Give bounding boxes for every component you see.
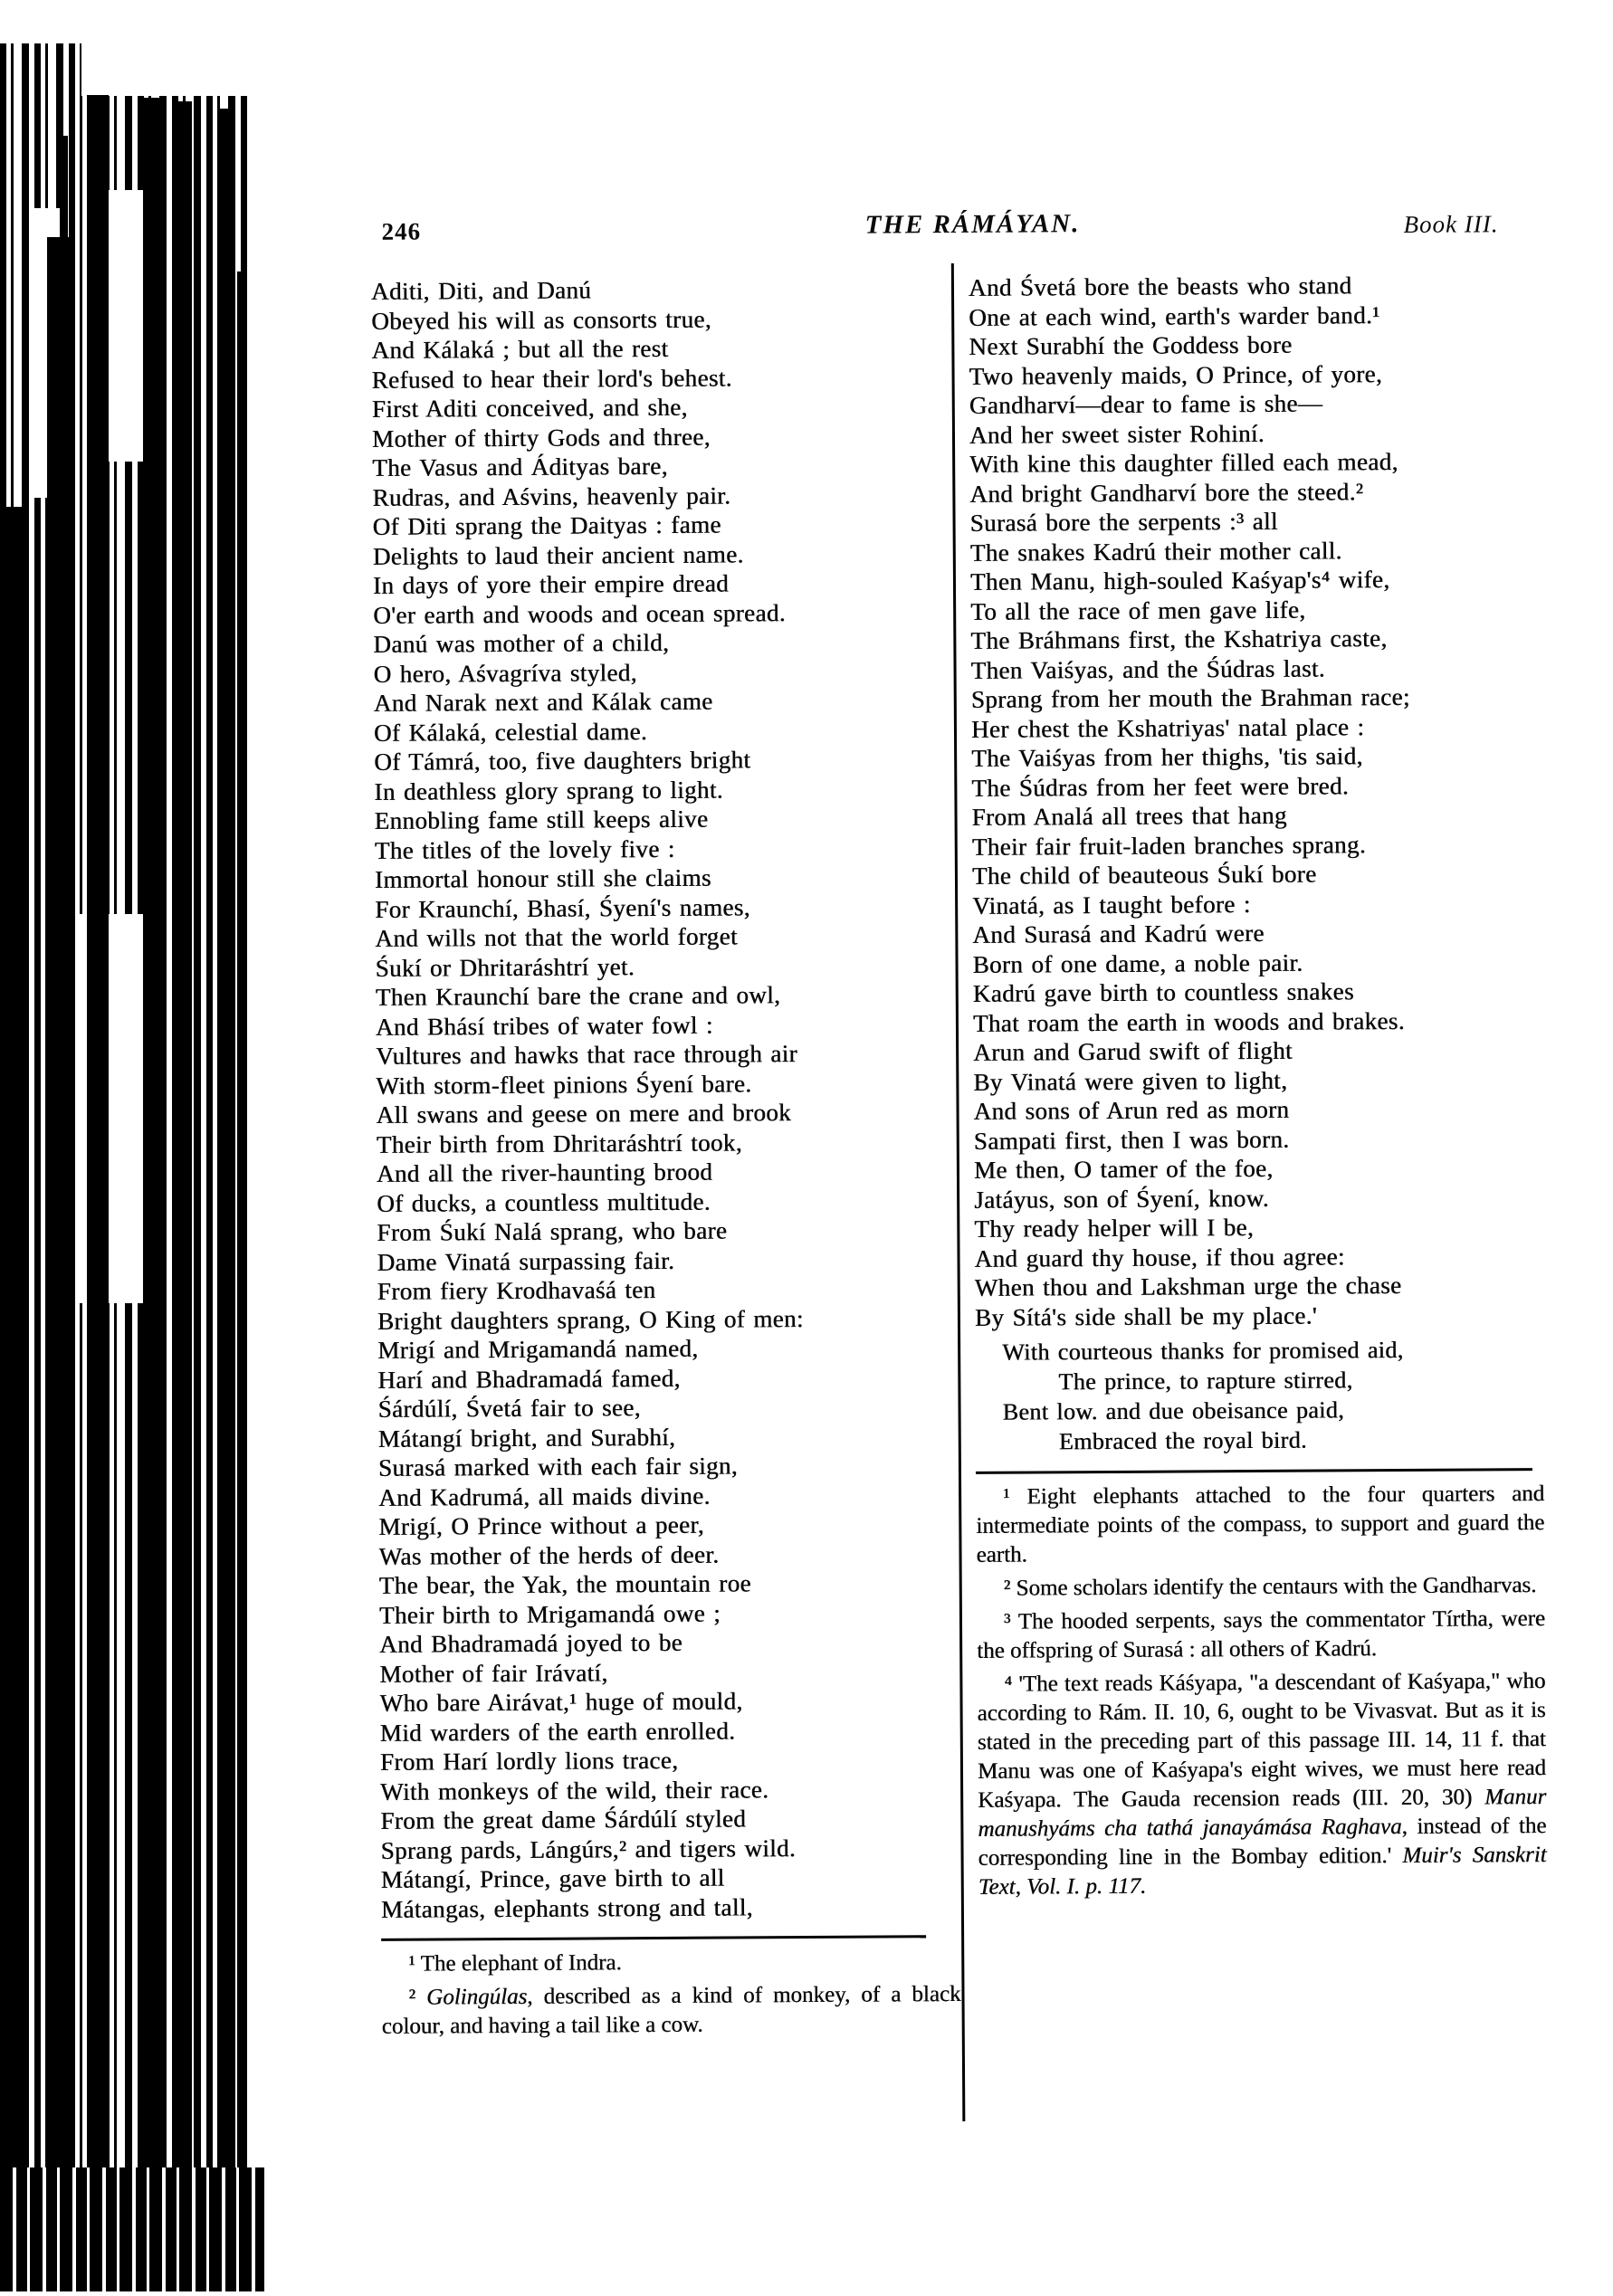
verse-line: Thy ready helper will I be, [974, 1213, 1255, 1243]
verse-line: From Harí lordly lions trace, [379, 1746, 679, 1776]
footnote-text: ² Some scholars identify the centaurs with the Gandharvas. [1003, 1573, 1537, 1601]
verse-line: And Kálaká ; but all the rest [371, 334, 669, 364]
footnote-separator-left [381, 1935, 926, 1941]
verse-line: Dame Vinatá surpassing fair. [377, 1246, 675, 1276]
verse-line: Gandharví—dear to fame is she— [969, 389, 1323, 419]
footnote-italic-text: Manur manushyáms cha tathá janayámása Raghava [978, 1785, 1547, 1842]
footnote [381, 1947, 960, 1979]
verse-line: Mother of thirty Gods and three, [371, 423, 711, 453]
verse-line: For Kraunchí, Bhasí, Śyení's names, [375, 892, 750, 923]
verse-line: Mrigí and Mrigamandá named, [377, 1334, 699, 1364]
verse-line: One at each wind, earth's warder band.¹ [969, 300, 1380, 331]
verse-line: All swans and geese on mere and brook [376, 1099, 792, 1129]
verse-line: Of Kálaká, celestial dame. [373, 717, 648, 747]
verse-line: Embraced the royal bird. [1058, 1426, 1307, 1455]
verse-line: Born of one dame, a noble pair. [972, 948, 1303, 978]
verse-line: Mátangí, Prince, gave birth to all [380, 1863, 725, 1893]
footnote [977, 1571, 1545, 1604]
verse-line: O hero, Aśvagríva styled, [373, 658, 637, 688]
verse-line: That roam the earth in woods and brakes. [972, 1006, 1405, 1037]
verse-line: From Analá all trees that hang [971, 801, 1287, 831]
verse-line: Of Diti sprang the Daityas : fame [372, 510, 721, 540]
verse-line: Vultures and hawks that race through air [376, 1040, 797, 1070]
verse-line: Their birth from Dhritaráshtrí took, [376, 1128, 742, 1158]
verse-line: The child of beauteous Śukí bore [971, 860, 1317, 890]
footnote-text: ² [408, 1985, 427, 2010]
page-number: 246 [381, 217, 422, 245]
verse-line: The Bráhmans first, the Kshatriya caste, [970, 624, 1388, 654]
verse-line: Delights to laud their ancient name. [372, 539, 744, 570]
left-verse [371, 273, 960, 1924]
verse-line: Arun and Garud swift of flight [973, 1036, 1293, 1066]
verse-line: Was mother of the herds of deer. [378, 1540, 720, 1570]
verse-line: Harí and Bhadramadá famed, [377, 1364, 681, 1394]
verse-line: And Bhadramadá joyed to be [379, 1628, 683, 1658]
verse-line: And guard thy house, if thou agree: [974, 1242, 1345, 1272]
verse-line: Then Manu, high-souled Kaśyap's⁴ wife, [969, 566, 1390, 595]
verse-line: The titles of the lovely five : [374, 834, 675, 864]
verse-line: O'er earth and woods and ocean spread. [373, 598, 786, 629]
footnote-text: ¹ Eight elephants attached to the four quarters and intermediate points of the compass, to support and guard the earth. [976, 1481, 1545, 1567]
footnote-text: , instead of the corresponding line in the Bombay edition.' [978, 1814, 1547, 1871]
verse-line: Rudras, and Aśvins, heavenly pair. [372, 481, 731, 511]
verse-line: Sprang from her mouth the Brahman race; [970, 682, 1410, 713]
verse-line: With courteous thanks for promised aid, [1002, 1336, 1404, 1366]
verse-line: The snakes Kadrú their mother call. [969, 536, 1342, 567]
verse-line: Mid warders of the earth enrolled. [379, 1716, 736, 1747]
verse-line: Surasá bore the serpents :³ all [969, 507, 1278, 537]
closing-stanza [975, 1334, 1544, 1457]
verse-line: The Vaiśyas from her thighs, 'tis said, [971, 742, 1363, 772]
verse-line: From Śukí Nalá sprang, who bare [377, 1216, 728, 1246]
verse-line: And Kadrumá, all maids divine. [378, 1481, 711, 1511]
verse-line: By Sítá's side shall be my place.' [974, 1301, 1318, 1331]
verse-line: And all the river-haunting brood [376, 1158, 713, 1187]
footnote [976, 1480, 1545, 1570]
verse-line: Then Vaiśyas, and the Śúdras last. [970, 653, 1325, 684]
footnote-separator-right [976, 1468, 1532, 1474]
verse-line: And bright Gandharví bore the steed.² [969, 477, 1364, 508]
footnote-italic-text: Muir's Sanskrit Text, Vol. I. p. 117. [978, 1843, 1547, 1900]
verse-line: The Vasus and Ádityas bare, [372, 452, 668, 481]
running-title: THE RÁMÁYAN. [864, 209, 1081, 240]
verse-line: From fiery Krodhavaśá ten [377, 1276, 656, 1305]
left-column [371, 273, 961, 2046]
verse-line: Surasá marked with each fair sign, [377, 1452, 739, 1481]
verse-line: Their birth to Mrigamandá owe ; [378, 1599, 721, 1629]
verse-line: Danú was mother of a child, [373, 628, 670, 658]
verse-line: And Bhásí tribes of water fowl : [375, 1011, 713, 1041]
verse-line: When thou and Lakshman urge the chase [974, 1271, 1402, 1301]
verse-line: With kine this daughter filled each mead, [969, 447, 1398, 478]
verse-line: Bright daughters sprang, O King of men: [377, 1304, 804, 1335]
verse-line: The bear, the Yak, the mountain roe [378, 1569, 751, 1599]
verse-line: And Śvetá bore the beasts who stand [968, 272, 1352, 301]
verse-line: From the great dame Śárdúlí styled [380, 1805, 747, 1834]
verse-line: By Vinatá were given to light, [973, 1066, 1288, 1096]
verse-line: Two heavenly maids, O Prince, of yore, [969, 359, 1383, 390]
verse-line: Mátangí bright, and Surabhí, [377, 1423, 676, 1453]
book-label: Book III. [1403, 210, 1499, 238]
verse-line: Of Támrá, too, five daughters bright [374, 746, 751, 776]
footnote-text: , described as a kind of monkey, of a black colour, and having a tail like a cow. [381, 1981, 961, 2039]
verse-line: The prince, to rapture stirred, [1058, 1367, 1353, 1396]
verse-line: Next Surabhí the Goddess bore [969, 330, 1293, 360]
verse-line: Mátangas, elephants strong and tall, [380, 1892, 753, 1923]
verse-line: Her chest the Kshatriyas' natal place : [970, 712, 1365, 743]
verse-line: Śárdúlí, Śvetá fair to see, [377, 1394, 641, 1423]
verse-line: Sprang pards, Lángúrs,² and tigers wild. [380, 1834, 797, 1864]
verse-line: And her sweet sister Rohiní. [969, 419, 1265, 449]
verse-line: And Surasá and Kadrú were [972, 919, 1265, 948]
verse-line: With storm-fleet pinions Śyení bare. [376, 1069, 752, 1100]
left-footnotes [381, 1947, 961, 2042]
verse-line: Who bare Airávat,¹ huge of mould, [379, 1687, 743, 1717]
verse-line: Śukí or Dhritaráshtrí yet. [375, 952, 635, 982]
verse-line: And Narak next and Kálak came [373, 687, 713, 717]
verse-line: In deathless glory sprang to light. [374, 776, 723, 805]
verse-line: Obeyed his will as consorts true, [371, 305, 711, 335]
right-footnotes [976, 1480, 1547, 1902]
verse-line: Refused to hear their lord's behest. [371, 363, 732, 394]
verse-line: And wills not that the world forget [375, 922, 738, 952]
footnote-text: ⁴ 'The text reads Káśyapa, "a descendant of Kaśyapa," who according to Rám. II. 10, 6, ought to be Vivasvat. But as it is stated in the preceding part of this passage III. 14, 11 f. that Manu was one of Kaśyapa's eight wives, we must here read Kaśyapa. The Gauda recension reads (III. 20, 30) [977, 1669, 1547, 1813]
verse-line: Immortal honour still she claims [374, 863, 711, 893]
verse-line: To all the race of men gave life, [970, 595, 1306, 625]
verse-line: With monkeys of the wild, their race. [380, 1775, 769, 1805]
footnote-text: ³ The hooded serpents, says the commentator Tírtha, were the offspring of Surasá : all others of Kadrú. [977, 1606, 1546, 1663]
verse-line: The Śúdras from her feet were bred. [971, 771, 1350, 802]
verse-line: Jatáyus, son of Śyení, know. [974, 1184, 1269, 1214]
verse-line: In days of yore their empire dread [372, 569, 730, 599]
footnote [381, 1980, 960, 2042]
verse-line: Of ducks, a countless multitude. [377, 1187, 711, 1217]
footnote [977, 1667, 1547, 1902]
verse-line: Sampati first, then I was born. [973, 1125, 1290, 1155]
verse-line: Bent low. and due obeisance paid, [1002, 1396, 1345, 1425]
verse-line: First Aditi conceived, and she, [371, 393, 688, 423]
verse-line: Aditi, Diti, and Danú [370, 276, 592, 305]
verse-line: Ennobling fame still keeps alive [374, 805, 709, 834]
verse-line: Kadrú gave birth to countless snakes [972, 977, 1354, 1007]
footnote [977, 1605, 1545, 1666]
verse-line: Mrigí, O Prince without a peer, [378, 1510, 704, 1540]
verse-line: And sons of Arun red as morn [973, 1095, 1290, 1125]
verse-line: Their fair fruit-laden branches sprang. [971, 830, 1367, 861]
verse-line: Vinatá, as I taught before : [972, 890, 1251, 919]
footnote-text: ¹ The elephant of Indra. [408, 1950, 622, 1977]
right-column [969, 270, 1547, 1907]
footnote-italic-text: Golingúlas [426, 1984, 528, 2010]
verse-line: Then Kraunchí bare the crane and owl, [375, 981, 781, 1011]
verse-line: Mother of fair Irávatí, [379, 1658, 608, 1688]
verse-line: Me then, O tamer of the foe, [973, 1154, 1274, 1184]
right-verse [969, 270, 1543, 1332]
